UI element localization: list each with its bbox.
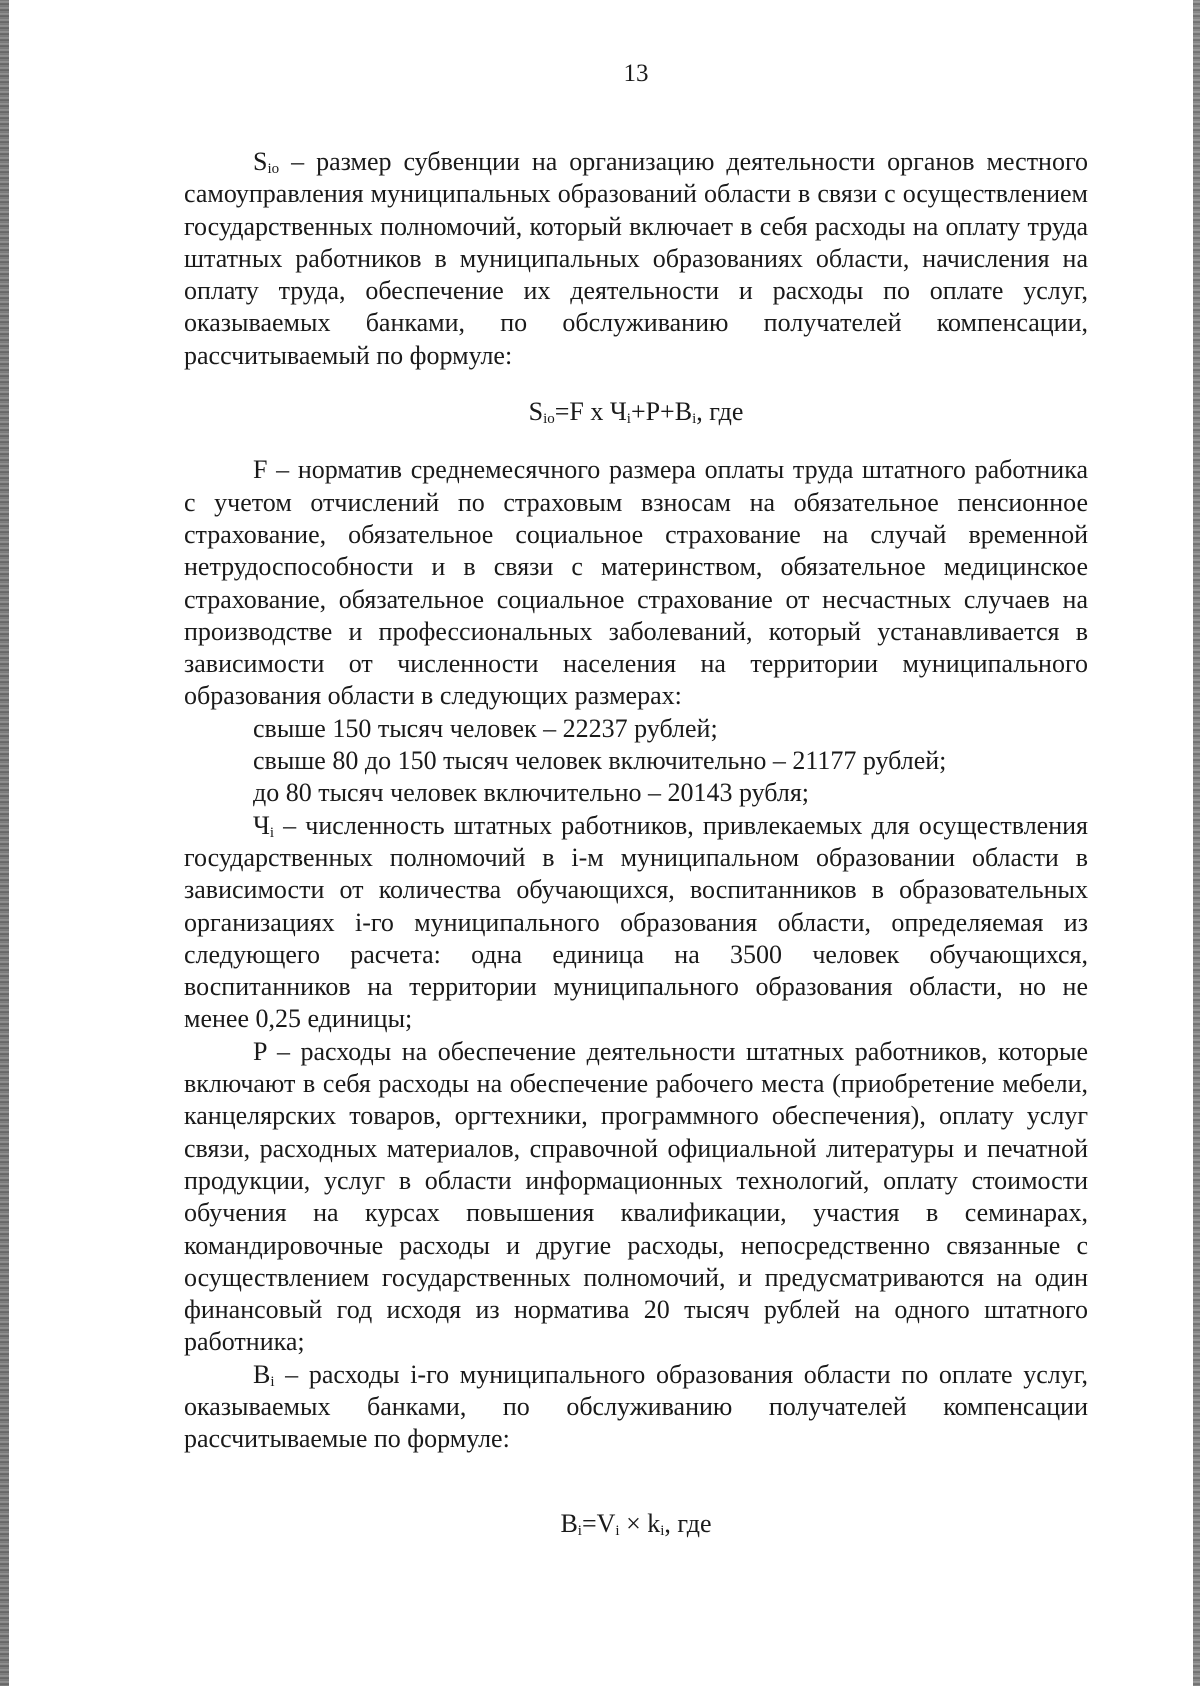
- scan-edge-right: [1193, 0, 1200, 1686]
- formula-ch-subscript: i: [626, 411, 631, 428]
- document-body: [184, 146, 1088, 1540]
- formula-k-subscript: i: [660, 1522, 665, 1539]
- rate-item: до 80 тысяч человек включительно – 20143 рубля;: [253, 778, 810, 808]
- p-definition: P – расходы на обеспечение деятельности штатных работников, которые включают в себя расходы на обеспечение рабочего места (приобретение мебели, канцелярских товаров, оргтехники, программного обеспечения), оплату услуг связи, расходных материалов, справочной официальной литературы и печатной продукции, услуг в области информационных технологий, оплату стоимости обучения на курсах повышения квалификации, участия в семинарах, командировочные расходы и другие расходы, непосредственно связанные с осуществлением государственных полномочий, и предусматриваются на один финансовый год исходя из норматива 20 тысяч рублей на одного штатного работника;: [184, 1036, 1088, 1357]
- chi-subscript: i: [269, 824, 275, 841]
- sio-definition: [184, 146, 1088, 372]
- scan-edge-left: [0, 0, 9, 1686]
- formula-b-subscript: i: [577, 1522, 582, 1539]
- bi-symbol: B: [253, 1359, 271, 1389]
- bi-subscript: i: [270, 1373, 275, 1390]
- formula-part: =F x Ч: [554, 397, 627, 427]
- chi-definition: [184, 810, 1088, 1036]
- rate-item: свыше 80 до 150 тысяч человек включительно – 21177 рублей;: [253, 746, 947, 776]
- rate-item: свыше 150 тысяч человек – 22237 рублей;: [253, 713, 718, 743]
- chi-text: – численность штатных работников, привлекаемых для осуществления государственных полномочий в i-м муниципальном образовании области в зависимости от количества обучающихся, воспитанников в образовательных организациях i-го муниципального образования области, определяемая из следующего расчета: одна единица на 3500 человек обучающихся, воспитанников на территории муниципального образования области, но не менее 0,25 единицы;: [184, 810, 1088, 1034]
- formula-part: , где: [696, 397, 744, 427]
- page-number: 13: [623, 60, 649, 87]
- formula-v-subscript: i: [615, 1522, 620, 1539]
- sio-subscript: io: [267, 161, 280, 177]
- formula-sio: [184, 396, 1088, 428]
- formula-part: =V: [581, 1508, 616, 1538]
- formula-bi: [184, 1508, 1088, 1540]
- bi-text: – расходы i-го муниципального образования области по оплате услуг, оказываемых банками, по обслуживанию получателей компенсации рассчитываемые по формуле:: [184, 1359, 1088, 1454]
- bi-definition: [184, 1359, 1088, 1456]
- formula-b-subscript: i: [692, 411, 697, 428]
- formula-part: , где: [664, 1508, 712, 1538]
- formula-part: × k: [619, 1508, 661, 1538]
- sio-symbol: S: [253, 147, 268, 176]
- document-page: [184, 0, 1088, 1686]
- formula-s: S: [528, 397, 544, 427]
- formula-part: +P+B: [630, 397, 693, 427]
- f-definition: F – норматив среднемесячного размера оплаты труда штатного работника с учетом отчислений по страховым взносам на обязательное пенсионное страхование, обязательное социальное страхование на случай временной нетрудоспособности и в связи с материнством, обязательное медицинское страхование, обязательное социальное страхование от несчастных случаев на производстве и профессиональных заболеваний, который устанавливается в зависимости от численности населения на территории муниципального образования области в следующих размерах:: [184, 455, 1088, 711]
- formula-b: B: [560, 1508, 578, 1538]
- sio-text: – размер субвенции на организацию деятельности органов местного самоуправления муниципальных образований области в связи с осуществлением государственных полномочий, который включает в себя расходы на оплату труда штатных работников в муниципальных образованиях области, начисления на оплату труда, обеспечение их деятельности и расходы по оплате услуг, оказываемых банками, по обслуживанию получателей компенсации, рассчитываемый по формуле:: [184, 147, 1088, 370]
- formula-s-subscript: io: [543, 411, 555, 428]
- chi-symbol: Ч: [253, 810, 270, 840]
